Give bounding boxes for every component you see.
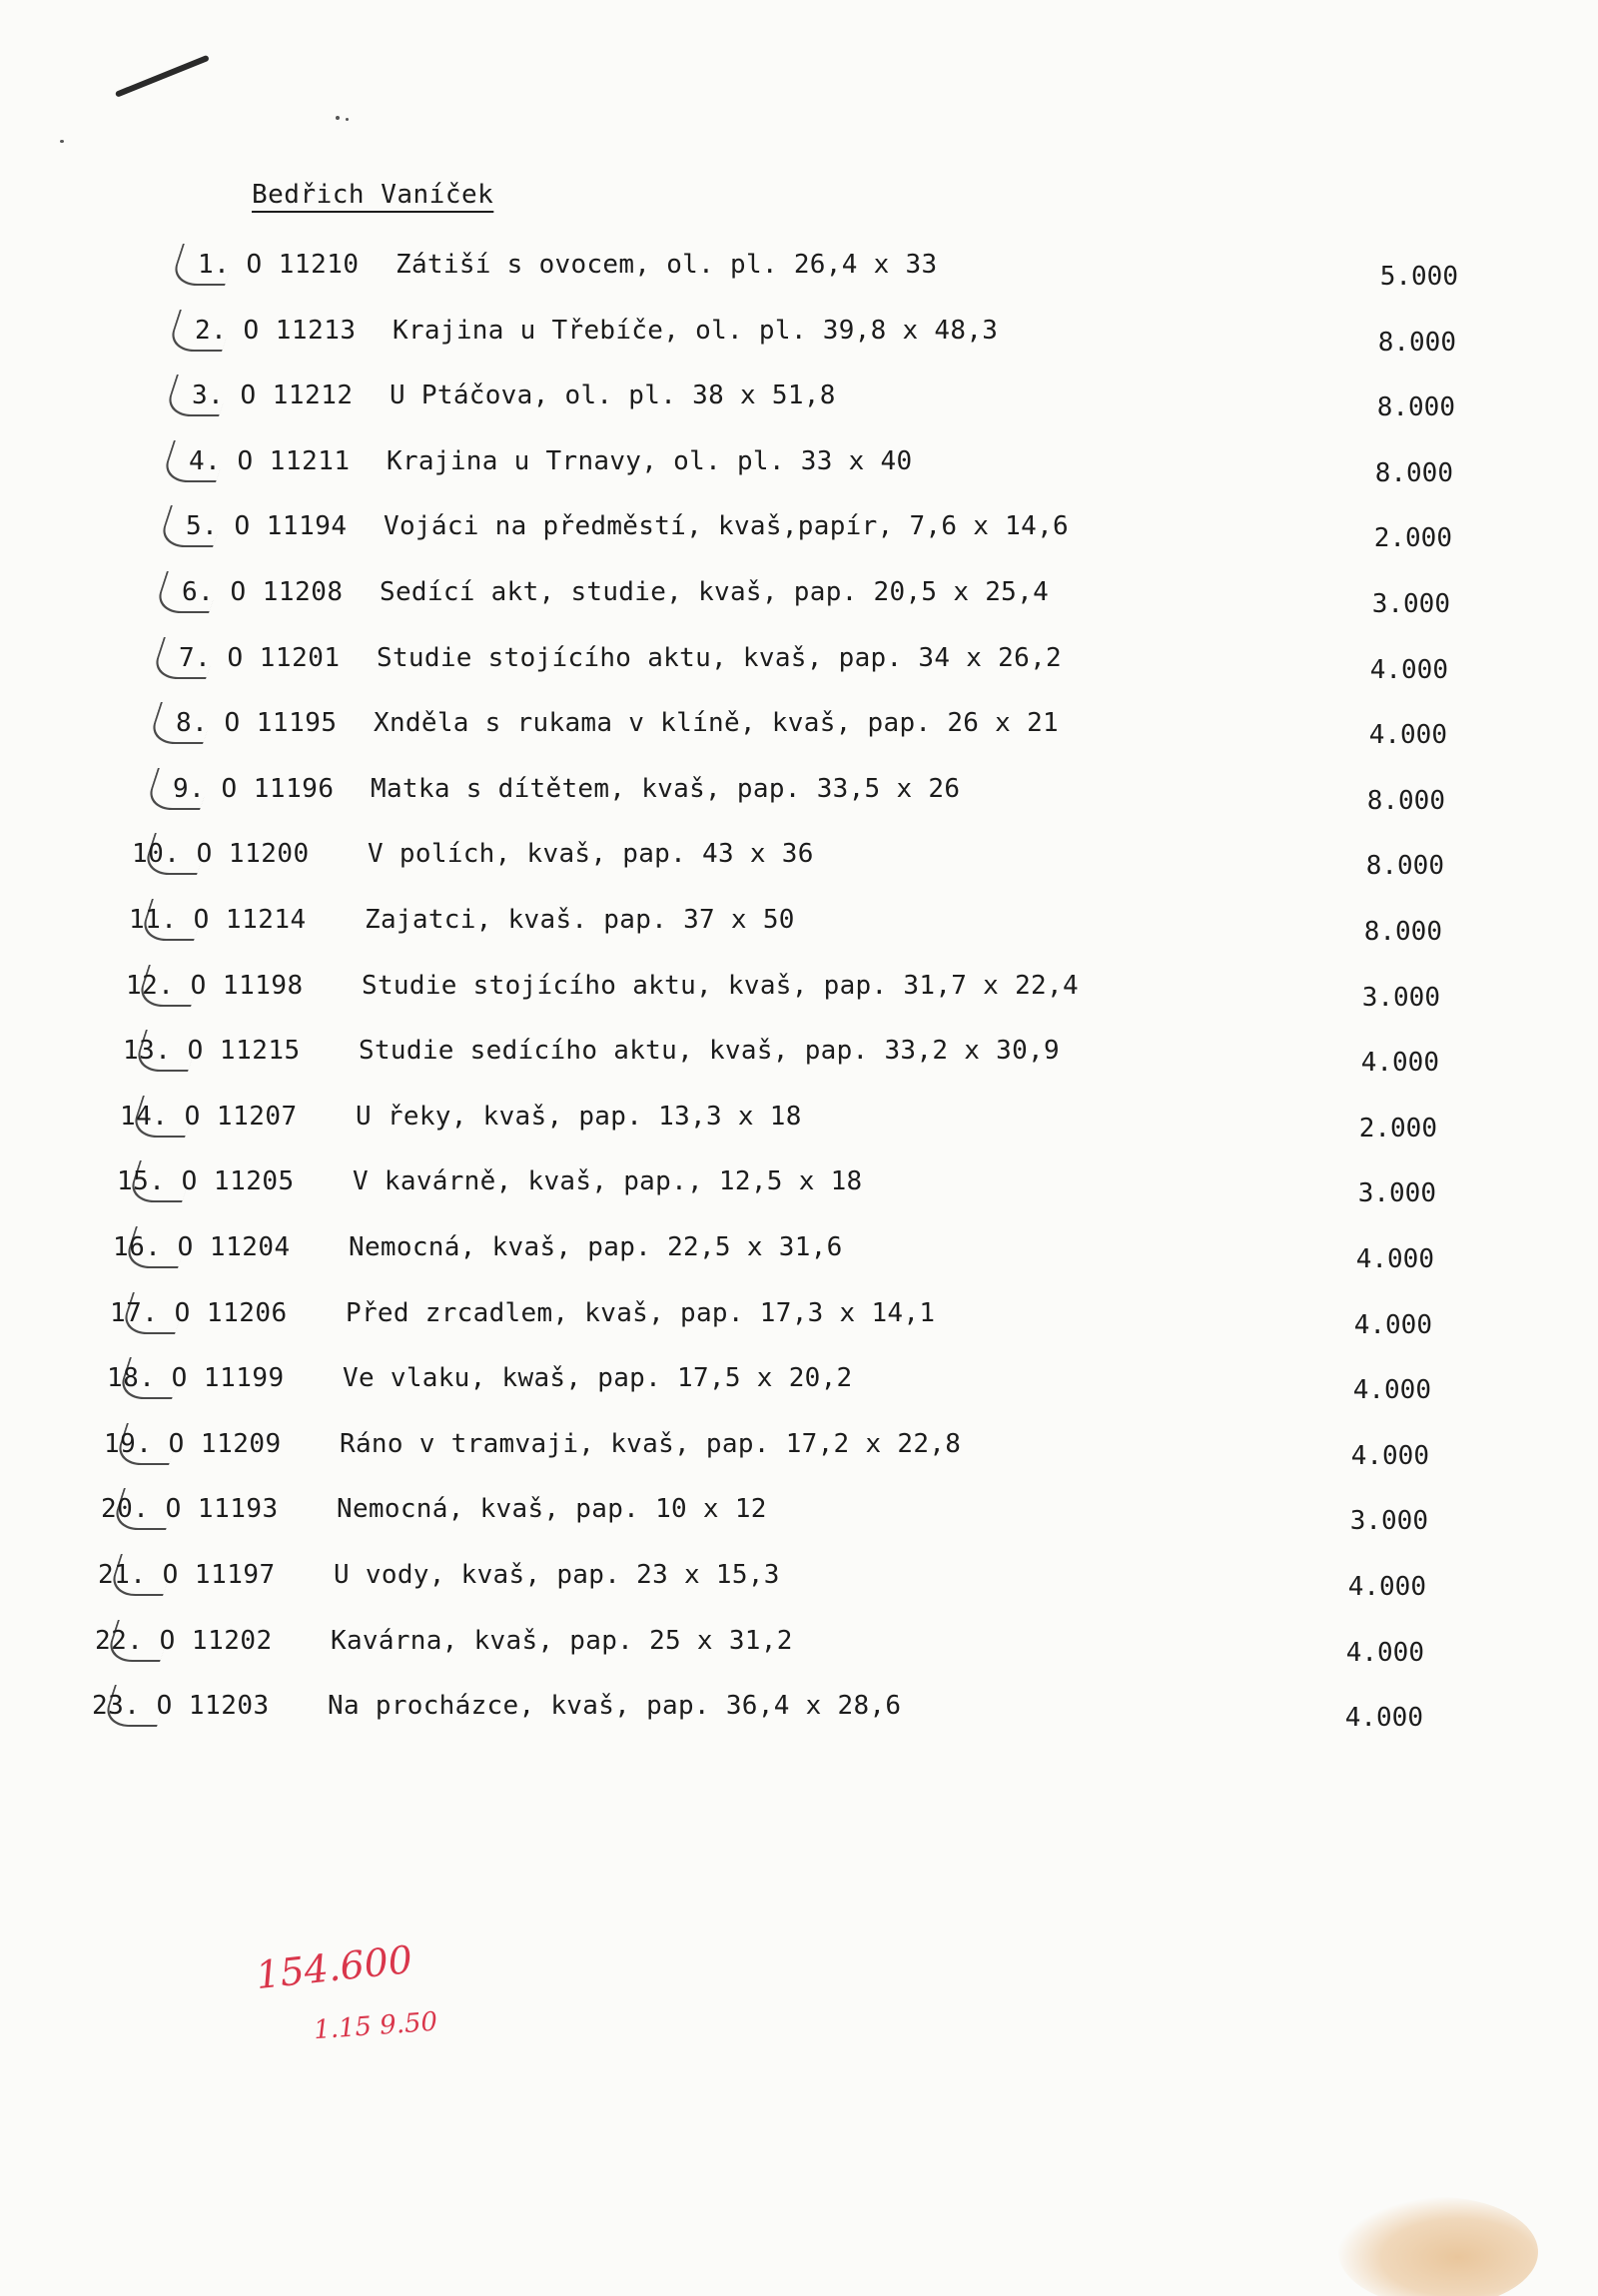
artwork-price: 3.000	[1361, 983, 1440, 1013]
list-item	[0, 1429, 1598, 1469]
artwork-description: Ve vlaku, kwaš, pap. 17,5 x 20,2	[343, 1363, 853, 1393]
inventory-number: 1. O 11210	[198, 250, 360, 280]
list-item	[0, 1363, 1598, 1403]
inventory-number: 17. O 11206	[110, 1298, 288, 1328]
list-item	[0, 643, 1598, 683]
list-item	[0, 1494, 1598, 1534]
list-item	[0, 971, 1598, 1011]
inventory-number: 20. O 11193	[101, 1494, 279, 1524]
artwork-price: 4.000	[1353, 1310, 1432, 1340]
list-item	[0, 905, 1598, 945]
artwork-description: Studie sedícího aktu, kvaš, pap. 33,2 x 30,9	[359, 1036, 1060, 1066]
artwork-description: Ráno v tramvaji, kvaš, pap. 17,2 x 22,8	[340, 1429, 962, 1459]
artwork-description: Vojáci na předměstí, kvaš,papír, 7,6 x 14,6	[384, 511, 1069, 541]
list-item	[0, 1298, 1598, 1338]
inventory-number: 6. O 11208	[182, 577, 344, 607]
artwork-price: 8.000	[1374, 458, 1453, 488]
artwork-price: 4.000	[1345, 1638, 1424, 1668]
inventory-number: 9. O 11196	[173, 774, 335, 804]
artwork-price: 4.000	[1347, 1572, 1426, 1602]
list-item	[0, 381, 1598, 420]
list-item	[0, 316, 1598, 356]
list-item	[0, 577, 1598, 617]
artwork-description: U řeky, kvaš, pap. 13,3 x 18	[356, 1102, 802, 1132]
artwork-price: 4.000	[1350, 1441, 1429, 1471]
inventory-number: 21. O 11197	[98, 1560, 276, 1590]
artwork-price: 8.000	[1366, 786, 1445, 816]
artwork-description: Xnděla s rukama v klíně, kvaš, pap. 26 x 21	[374, 708, 1059, 738]
artwork-description: U vody, kvaš, pap. 23 x 15,3	[334, 1560, 780, 1590]
inventory-number: 8. O 11195	[176, 708, 338, 738]
list-item	[0, 1232, 1598, 1272]
artwork-description: Krajina u Třebíče, ol. pl. 39,8 x 48,3	[393, 316, 999, 346]
artwork-price: 3.000	[1349, 1506, 1428, 1536]
artwork-price: 8.000	[1365, 851, 1444, 881]
inventory-number: 19. O 11209	[104, 1429, 282, 1459]
artwork-price: 2.000	[1373, 523, 1452, 553]
artwork-price: 4.000	[1368, 720, 1447, 750]
inventory-number: 10. O 11200	[132, 839, 310, 869]
handwritten-date: 1.15 9.50	[313, 2006, 438, 2046]
list-item	[0, 1560, 1598, 1600]
artwork-price: 3.000	[1371, 589, 1450, 619]
artwork-description: V polích, kvaš, pap. 43 x 36	[368, 839, 814, 869]
inventory-number: 14. O 11207	[120, 1102, 298, 1132]
artwork-price: 4.000	[1352, 1375, 1431, 1405]
artwork-price: 2.000	[1358, 1114, 1437, 1144]
artwork-description: Sedící akt, studie, kvaš, pap. 20,5 x 25,4	[380, 577, 1050, 607]
artwork-price: 4.000	[1355, 1244, 1434, 1274]
paper-stain	[1338, 2197, 1538, 2296]
artwork-description: Studie stojícího aktu, kvaš, pap. 31,7 x 22,4	[362, 971, 1079, 1001]
artwork-description: Studie stojícího aktu, kvaš, pap. 34 x 26,2	[377, 643, 1062, 673]
artwork-description: V kavárně, kvaš, pap., 12,5 x 18	[353, 1166, 863, 1196]
artwork-description: Před zrcadlem, kvaš, pap. 17,3 x 14,1	[346, 1298, 936, 1328]
inventory-number: 18. O 11199	[107, 1363, 285, 1393]
artwork-price: 8.000	[1376, 392, 1455, 422]
artwork-description: Na procházce, kvaš, pap. 36,4 x 28,6	[328, 1691, 902, 1721]
list-item	[0, 1036, 1598, 1076]
list-item	[0, 1626, 1598, 1666]
ink-speck	[346, 118, 349, 121]
list-item	[0, 446, 1598, 486]
inventory-number: 7. O 11201	[179, 643, 341, 673]
artwork-description: Krajina u Trnavy, ol. pl. 33 x 40	[387, 446, 913, 476]
artwork-description: Kavárna, kvaš, pap. 25 x 31,2	[331, 1626, 793, 1656]
handwritten-total: 154.600	[254, 1936, 415, 1998]
paper-clip-mark	[115, 55, 210, 98]
list-item	[0, 1691, 1598, 1731]
inventory-number: 3. O 11212	[192, 381, 354, 410]
ink-speck	[60, 140, 64, 143]
artwork-description: Zátiší s ovocem, ol. pl. 26,4 x 33	[396, 250, 938, 280]
artwork-price: 5.000	[1379, 262, 1458, 292]
author-heading: Bedřich Vaníček	[252, 180, 494, 210]
artwork-price: 3.000	[1357, 1178, 1436, 1208]
inventory-number: 11. O 11214	[129, 905, 307, 935]
list-item	[0, 250, 1598, 290]
inventory-number: 13. O 11215	[123, 1036, 301, 1066]
inventory-number: 4. O 11211	[189, 446, 351, 476]
list-item	[0, 1102, 1598, 1142]
ink-speck	[336, 116, 340, 120]
inventory-number: 22. O 11202	[95, 1626, 273, 1656]
inventory-number: 16. O 11204	[113, 1232, 291, 1262]
artwork-price: 4.000	[1369, 655, 1448, 685]
list-item	[0, 511, 1598, 551]
artwork-price: 8.000	[1377, 328, 1456, 358]
artwork-price: 4.000	[1344, 1703, 1423, 1733]
artwork-description: Matka s dítětem, kvaš, pap. 33,5 x 26	[371, 774, 961, 804]
artwork-price: 8.000	[1363, 917, 1442, 947]
inventory-number: 23. O 11203	[92, 1691, 270, 1721]
inventory-number: 5. O 11194	[186, 511, 348, 541]
artwork-description: Nemocná, kvaš, pap. 22,5 x 31,6	[349, 1232, 843, 1262]
artwork-description: Zajatci, kvaš. pap. 37 x 50	[365, 905, 795, 935]
inventory-number: 12. O 11198	[126, 971, 304, 1001]
inventory-number: 2. O 11213	[195, 316, 357, 346]
artwork-description: U Ptáčova, ol. pl. 38 x 51,8	[390, 381, 836, 410]
artwork-price: 4.000	[1360, 1048, 1439, 1078]
list-item	[0, 839, 1598, 879]
list-item	[0, 1166, 1598, 1206]
artwork-description: Nemocná, kvaš, pap. 10 x 12	[337, 1494, 767, 1524]
list-item	[0, 708, 1598, 748]
list-item	[0, 774, 1598, 814]
inventory-number: 15. O 11205	[117, 1166, 295, 1196]
